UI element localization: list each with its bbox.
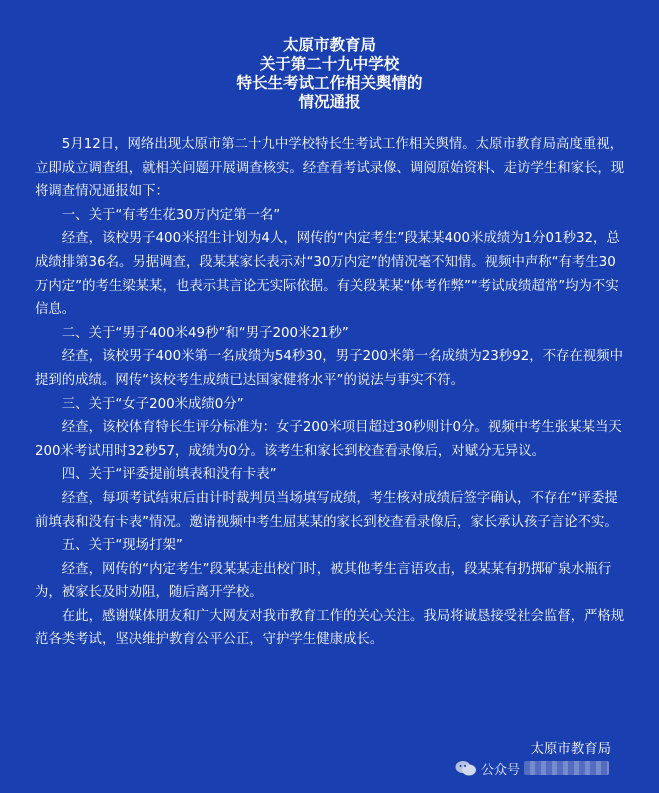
title-line-2: 关于第二十九中学校: [259, 55, 400, 73]
intro-paragraph: 5月12日，网络出现太原市第二十九中学校特长生考试工作相关舆情。太原市教育局高度重视，立即成立调查组，就相关问题开展调查核实。经查看考试录像、调阅原始资料、走访学生和家长，现将调查情况通报如下：: [35, 137, 625, 200]
notice-title: [0, 36, 659, 112]
title-line-4: 情况通报: [298, 93, 361, 111]
section-3-heading: 三、关于“女子200米成绩0分”: [61, 396, 244, 412]
section-2-body: 经查，该校男子400米第一名成绩为54秒30，男子200米第一名成绩为23秒92，不存在视频中提到的成绩。网传“该校考生成绩已达国家健将水平”的说法与事实不符。: [35, 349, 623, 388]
section-5-body: 经查，网传的“内定考生”段某某走出校门时，被其他考生言语攻击，段某某有扔掷矿泉水瓶行为，被家长及时劝阻，随后离开学校。: [35, 561, 612, 601]
section-1-heading: 一、关于“有考生花30万内定第一名”: [61, 207, 281, 223]
closing-paragraph: 在此，感谢媒体朋友和广大网友对我市教育工作的关心关注。我局将诚恳接受社会监督，严格规范各类考试，坚决维护教育公平公正，守护学生健康成长。: [35, 608, 625, 648]
watermark-account-name: [524, 761, 609, 775]
notice-body: [35, 133, 629, 652]
signature: 太原市教育局: [530, 742, 611, 757]
section-4-body: 经查，每项考试结束后由计时裁判员当场填写成绩，考生核对成绩后签字确认，不存在“评委提前填表和没有卡表”情况。邀请视频中考生屈某某的家长到校查看录像后，家长承认孩子言论不实。: [35, 490, 618, 530]
title-line-3: 特长生考试工作相关舆情的: [236, 74, 423, 92]
section-3-body: 经查，该校体育特长生评分标准为：女子200米项目超过30秒则计0分。视频中考生张某某当天200米考试用时32秒57，成绩为0分。该考生和家长到校查看录像后，对赋分无异议。: [35, 420, 622, 459]
section-2-heading: 二、关于“男子400米49秒”和“男子200米21秒”: [61, 325, 349, 341]
wechat-watermark: [455, 758, 609, 778]
section-4-heading: 四、关于“评委提前填表和没有卡表”: [61, 467, 277, 483]
section-1-body: 经查，该校男子400米招生计划为4人，网传的“内定考生”段某某400米成绩为1分01秒32，总成绩排第36名。另据调查，段某某家长表示对“30万内定”的情况毫不知情。视频中声称“有考生30万内定”的考生梁某某，也表示其言论无实际依据。有关段某某“体考作弊”“考试成绩超常”均为不实信息。: [35, 231, 620, 318]
title-line-1: 太原市教育局: [282, 36, 376, 54]
watermark-label: 公众号: [481, 762, 521, 778]
wechat-icon: [455, 760, 477, 776]
section-5-heading: 五、关于“现场打架”: [61, 538, 183, 554]
